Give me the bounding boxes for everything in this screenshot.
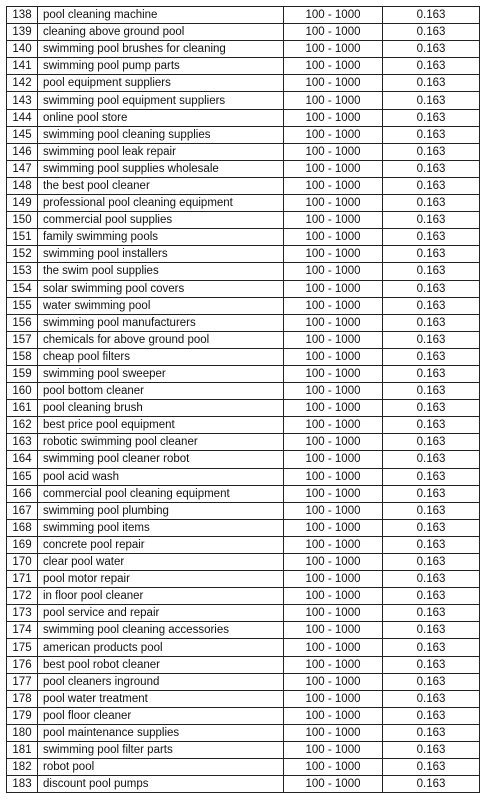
keyword-cell: swimming pool cleaning supplies — [38, 126, 284, 143]
table-row — [7, 502, 480, 519]
search-volume-range-cell: 100 - 1000 — [284, 451, 383, 468]
value-cell: 0.163 — [383, 314, 480, 331]
row-number-cell: 159 — [7, 365, 38, 382]
table-row — [7, 314, 480, 331]
table-row — [7, 656, 480, 673]
row-number-cell: 144 — [7, 109, 38, 126]
row-number-cell: 162 — [7, 417, 38, 434]
table-row — [7, 571, 480, 588]
search-volume-range-cell: 100 - 1000 — [284, 297, 383, 314]
row-number-cell: 182 — [7, 759, 38, 776]
row-number-cell: 171 — [7, 571, 38, 588]
search-volume-range-cell: 100 - 1000 — [284, 536, 383, 553]
table-row — [7, 554, 480, 571]
row-number-cell: 161 — [7, 400, 38, 417]
search-volume-range-cell: 100 - 1000 — [284, 434, 383, 451]
row-number-cell: 164 — [7, 451, 38, 468]
row-number-cell: 146 — [7, 143, 38, 160]
keyword-cell: commercial pool cleaning equipment — [38, 485, 284, 502]
search-volume-range-cell: 100 - 1000 — [284, 365, 383, 382]
keyword-cell: pool cleaning brush — [38, 400, 284, 417]
row-number-cell: 143 — [7, 92, 38, 109]
row-number-cell: 174 — [7, 622, 38, 639]
table-row — [7, 759, 480, 776]
value-cell: 0.163 — [383, 195, 480, 212]
row-number-cell: 179 — [7, 707, 38, 724]
table-row — [7, 212, 480, 229]
table-row — [7, 468, 480, 485]
keyword-cell: pool bottom cleaner — [38, 383, 284, 400]
row-number-cell: 172 — [7, 588, 38, 605]
search-volume-range-cell: 100 - 1000 — [284, 348, 383, 365]
value-cell: 0.163 — [383, 263, 480, 280]
search-volume-range-cell: 100 - 1000 — [284, 502, 383, 519]
search-volume-range-cell: 100 - 1000 — [284, 24, 383, 41]
keyword-table-body — [7, 7, 480, 793]
keyword-cell: swimming pool supplies wholesale — [38, 160, 284, 177]
row-number-cell: 167 — [7, 502, 38, 519]
keyword-cell: swimming pool installers — [38, 246, 284, 263]
table-row — [7, 7, 480, 24]
row-number-cell: 147 — [7, 160, 38, 177]
row-number-cell: 175 — [7, 639, 38, 656]
value-cell: 0.163 — [383, 75, 480, 92]
table-row — [7, 41, 480, 58]
table-row — [7, 707, 480, 724]
search-volume-range-cell: 100 - 1000 — [284, 656, 383, 673]
row-number-cell: 155 — [7, 297, 38, 314]
keyword-cell: robot pool — [38, 759, 284, 776]
search-volume-range-cell: 100 - 1000 — [284, 622, 383, 639]
table-row — [7, 622, 480, 639]
search-volume-range-cell: 100 - 1000 — [284, 639, 383, 656]
table-row — [7, 400, 480, 417]
value-cell: 0.163 — [383, 365, 480, 382]
row-number-cell: 180 — [7, 724, 38, 741]
table-row — [7, 280, 480, 297]
keyword-cell: swimming pool items — [38, 519, 284, 536]
keyword-cell: pool floor cleaner — [38, 707, 284, 724]
table-row — [7, 485, 480, 502]
keyword-cell: swimming pool brushes for cleaning — [38, 41, 284, 58]
search-volume-range-cell: 100 - 1000 — [284, 417, 383, 434]
value-cell: 0.163 — [383, 177, 480, 194]
value-cell: 0.163 — [383, 724, 480, 741]
value-cell: 0.163 — [383, 690, 480, 707]
table-row — [7, 724, 480, 741]
table-row — [7, 58, 480, 75]
row-number-cell: 142 — [7, 75, 38, 92]
search-volume-range-cell: 100 - 1000 — [284, 759, 383, 776]
table-row — [7, 263, 480, 280]
search-volume-range-cell: 100 - 1000 — [284, 588, 383, 605]
table-row — [7, 160, 480, 177]
search-volume-range-cell: 100 - 1000 — [284, 212, 383, 229]
value-cell: 0.163 — [383, 485, 480, 502]
keyword-cell: swimming pool sweeper — [38, 365, 284, 382]
row-number-cell: 160 — [7, 383, 38, 400]
row-number-cell: 153 — [7, 263, 38, 280]
table-row — [7, 690, 480, 707]
keyword-cell: best price pool equipment — [38, 417, 284, 434]
table-row — [7, 92, 480, 109]
table-row — [7, 229, 480, 246]
value-cell: 0.163 — [383, 331, 480, 348]
search-volume-range-cell: 100 - 1000 — [284, 7, 383, 24]
search-volume-range-cell: 100 - 1000 — [284, 554, 383, 571]
search-volume-range-cell: 100 - 1000 — [284, 468, 383, 485]
row-number-cell: 148 — [7, 177, 38, 194]
keyword-cell: pool water treatment — [38, 690, 284, 707]
search-volume-range-cell: 100 - 1000 — [284, 690, 383, 707]
row-number-cell: 173 — [7, 605, 38, 622]
search-volume-range-cell: 100 - 1000 — [284, 143, 383, 160]
table-row — [7, 519, 480, 536]
value-cell: 0.163 — [383, 126, 480, 143]
value-cell: 0.163 — [383, 400, 480, 417]
keyword-cell: american products pool — [38, 639, 284, 656]
value-cell: 0.163 — [383, 742, 480, 759]
keyword-cell: swimming pool cleaning accessories — [38, 622, 284, 639]
row-number-cell: 150 — [7, 212, 38, 229]
keyword-cell: swimming pool equipment suppliers — [38, 92, 284, 109]
keyword-cell: pool equipment suppliers — [38, 75, 284, 92]
keyword-cell: pool service and repair — [38, 605, 284, 622]
search-volume-range-cell: 100 - 1000 — [284, 400, 383, 417]
value-cell: 0.163 — [383, 58, 480, 75]
keyword-cell: family swimming pools — [38, 229, 284, 246]
value-cell: 0.163 — [383, 571, 480, 588]
keyword-cell: solar swimming pool covers — [38, 280, 284, 297]
value-cell: 0.163 — [383, 468, 480, 485]
search-volume-range-cell: 100 - 1000 — [284, 177, 383, 194]
table-row — [7, 24, 480, 41]
value-cell: 0.163 — [383, 588, 480, 605]
keyword-cell: swimming pool cleaner robot — [38, 451, 284, 468]
row-number-cell: 154 — [7, 280, 38, 297]
search-volume-range-cell: 100 - 1000 — [284, 195, 383, 212]
value-cell: 0.163 — [383, 212, 480, 229]
keyword-cell: discount pool pumps — [38, 776, 284, 793]
keyword-cell: swimming pool leak repair — [38, 143, 284, 160]
keyword-cell: swimming pool pump parts — [38, 58, 284, 75]
row-number-cell: 141 — [7, 58, 38, 75]
keyword-cell: swimming pool filter parts — [38, 742, 284, 759]
keyword-cell: the best pool cleaner — [38, 177, 284, 194]
table-row — [7, 451, 480, 468]
keyword-cell: swimming pool manufacturers — [38, 314, 284, 331]
table-row — [7, 143, 480, 160]
row-number-cell: 169 — [7, 536, 38, 553]
value-cell: 0.163 — [383, 605, 480, 622]
keyword-cell: the swim pool supplies — [38, 263, 284, 280]
row-number-cell: 152 — [7, 246, 38, 263]
search-volume-range-cell: 100 - 1000 — [284, 519, 383, 536]
value-cell: 0.163 — [383, 673, 480, 690]
keyword-cell: clear pool water — [38, 554, 284, 571]
table-row — [7, 177, 480, 194]
keyword-cell: commercial pool supplies — [38, 212, 284, 229]
search-volume-range-cell: 100 - 1000 — [284, 776, 383, 793]
search-volume-range-cell: 100 - 1000 — [284, 263, 383, 280]
table-row — [7, 195, 480, 212]
value-cell: 0.163 — [383, 160, 480, 177]
search-volume-range-cell: 100 - 1000 — [284, 605, 383, 622]
value-cell: 0.163 — [383, 297, 480, 314]
value-cell: 0.163 — [383, 519, 480, 536]
search-volume-range-cell: 100 - 1000 — [284, 742, 383, 759]
table-row — [7, 246, 480, 263]
value-cell: 0.163 — [383, 348, 480, 365]
table-row — [7, 639, 480, 656]
keyword-cell: swimming pool plumbing — [38, 502, 284, 519]
row-number-cell: 138 — [7, 7, 38, 24]
table-row — [7, 742, 480, 759]
row-number-cell: 177 — [7, 673, 38, 690]
row-number-cell: 158 — [7, 348, 38, 365]
table-row — [7, 434, 480, 451]
value-cell: 0.163 — [383, 554, 480, 571]
search-volume-range-cell: 100 - 1000 — [284, 383, 383, 400]
row-number-cell: 151 — [7, 229, 38, 246]
value-cell: 0.163 — [383, 776, 480, 793]
keyword-cell: pool acid wash — [38, 468, 284, 485]
keyword-table — [6, 6, 480, 793]
keyword-cell: pool cleaning machine — [38, 7, 284, 24]
row-number-cell: 181 — [7, 742, 38, 759]
value-cell: 0.163 — [383, 707, 480, 724]
search-volume-range-cell: 100 - 1000 — [284, 92, 383, 109]
value-cell: 0.163 — [383, 434, 480, 451]
search-volume-range-cell: 100 - 1000 — [284, 280, 383, 297]
search-volume-range-cell: 100 - 1000 — [284, 331, 383, 348]
keyword-cell: robotic swimming pool cleaner — [38, 434, 284, 451]
value-cell: 0.163 — [383, 41, 480, 58]
row-number-cell: 157 — [7, 331, 38, 348]
table-row — [7, 109, 480, 126]
search-volume-range-cell: 100 - 1000 — [284, 707, 383, 724]
table-row — [7, 126, 480, 143]
value-cell: 0.163 — [383, 280, 480, 297]
search-volume-range-cell: 100 - 1000 — [284, 724, 383, 741]
keyword-cell: chemicals for above ground pool — [38, 331, 284, 348]
row-number-cell: 165 — [7, 468, 38, 485]
table-row — [7, 365, 480, 382]
keyword-cell: concrete pool repair — [38, 536, 284, 553]
table-row — [7, 776, 480, 793]
value-cell: 0.163 — [383, 656, 480, 673]
row-number-cell: 145 — [7, 126, 38, 143]
keyword-cell: water swimming pool — [38, 297, 284, 314]
keyword-cell: pool motor repair — [38, 571, 284, 588]
keyword-cell: pool maintenance supplies — [38, 724, 284, 741]
value-cell: 0.163 — [383, 92, 480, 109]
search-volume-range-cell: 100 - 1000 — [284, 126, 383, 143]
row-number-cell: 170 — [7, 554, 38, 571]
value-cell: 0.163 — [383, 229, 480, 246]
row-number-cell: 163 — [7, 434, 38, 451]
search-volume-range-cell: 100 - 1000 — [284, 314, 383, 331]
table-row — [7, 588, 480, 605]
table-row — [7, 383, 480, 400]
table-row — [7, 297, 480, 314]
value-cell: 0.163 — [383, 246, 480, 263]
value-cell: 0.163 — [383, 143, 480, 160]
table-row — [7, 673, 480, 690]
keyword-cell: best pool robot cleaner — [38, 656, 284, 673]
row-number-cell: 156 — [7, 314, 38, 331]
row-number-cell: 139 — [7, 24, 38, 41]
search-volume-range-cell: 100 - 1000 — [284, 673, 383, 690]
search-volume-range-cell: 100 - 1000 — [284, 75, 383, 92]
search-volume-range-cell: 100 - 1000 — [284, 485, 383, 502]
value-cell: 0.163 — [383, 451, 480, 468]
value-cell: 0.163 — [383, 639, 480, 656]
value-cell: 0.163 — [383, 502, 480, 519]
search-volume-range-cell: 100 - 1000 — [284, 109, 383, 126]
search-volume-range-cell: 100 - 1000 — [284, 246, 383, 263]
search-volume-range-cell: 100 - 1000 — [284, 41, 383, 58]
value-cell: 0.163 — [383, 759, 480, 776]
search-volume-range-cell: 100 - 1000 — [284, 571, 383, 588]
value-cell: 0.163 — [383, 7, 480, 24]
value-cell: 0.163 — [383, 622, 480, 639]
row-number-cell: 149 — [7, 195, 38, 212]
search-volume-range-cell: 100 - 1000 — [284, 58, 383, 75]
row-number-cell: 176 — [7, 656, 38, 673]
search-volume-range-cell: 100 - 1000 — [284, 229, 383, 246]
keyword-cell: in floor pool cleaner — [38, 588, 284, 605]
value-cell: 0.163 — [383, 536, 480, 553]
value-cell: 0.163 — [383, 383, 480, 400]
value-cell: 0.163 — [383, 417, 480, 434]
table-row — [7, 536, 480, 553]
keyword-cell: cleaning above ground pool — [38, 24, 284, 41]
row-number-cell: 183 — [7, 776, 38, 793]
table-row — [7, 605, 480, 622]
keyword-cell: online pool store — [38, 109, 284, 126]
row-number-cell: 166 — [7, 485, 38, 502]
value-cell: 0.163 — [383, 24, 480, 41]
table-row — [7, 348, 480, 365]
table-row — [7, 331, 480, 348]
row-number-cell: 178 — [7, 690, 38, 707]
table-row — [7, 75, 480, 92]
keyword-cell: cheap pool filters — [38, 348, 284, 365]
row-number-cell: 140 — [7, 41, 38, 58]
search-volume-range-cell: 100 - 1000 — [284, 160, 383, 177]
value-cell: 0.163 — [383, 109, 480, 126]
keyword-cell: professional pool cleaning equipment — [38, 195, 284, 212]
table-row — [7, 417, 480, 434]
row-number-cell: 168 — [7, 519, 38, 536]
keyword-cell: pool cleaners inground — [38, 673, 284, 690]
